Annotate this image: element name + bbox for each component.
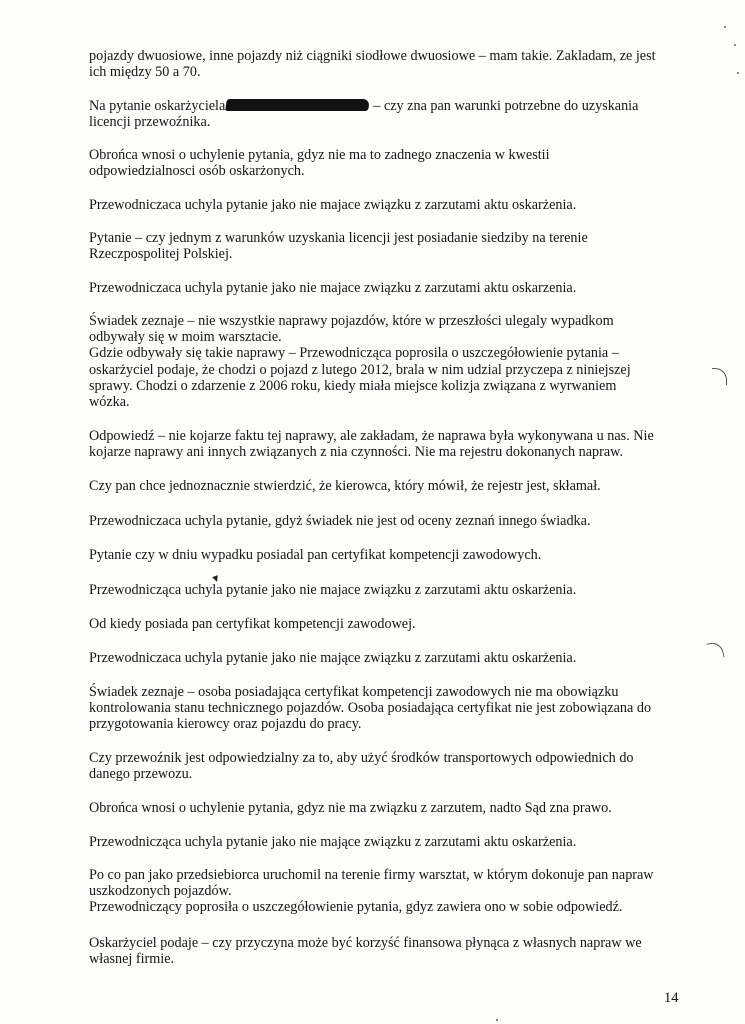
paragraph-19	[89, 867, 689, 916]
text-line: Obrońca wnosi o uchylenie pytania, gdyz nie ma to zadnego znaczenia w kwestii	[89, 147, 550, 163]
text-line: odpowiedzialnosci osób oskarżonych.	[89, 163, 305, 180]
redaction-mark	[225, 99, 370, 111]
text-line: Przewodnicząca uchyla pytanie jako nie mające związku z zarzutami aktu oskarżenia.	[89, 834, 577, 850]
paragraph-10	[89, 513, 689, 529]
text-line: własnej firmie.	[89, 951, 175, 968]
text-line: Po co pan jako przedsiebiorca uruchomil na terenie firmy warsztat, w którym dokonuje pan napraw	[89, 867, 654, 883]
text-line: odbywały się w moim warsztacie.	[89, 329, 282, 346]
text-line: Świadek zeznaje – nie wszystkie naprawy pojazdów, które w przeszłości ulegaly wypadkom	[89, 313, 614, 329]
paragraph-18	[89, 834, 689, 850]
scan-speck	[734, 44, 736, 46]
text-line: danego przewozu.	[89, 766, 193, 783]
text-line: Gdzie odbywały się takie naprawy – Przewodnicząca poprosila o uszczegółowienie pytania –	[89, 345, 619, 362]
text-line: Świadek zeznaje – osoba posiadająca certyfikat kompetencji zawodowych nie ma obowiązku	[89, 684, 619, 700]
text-line: Przewodniczący poprosiła o uszczegółowienie pytania, gdyz zawiera ono w sobie odpowiedź.	[89, 899, 623, 916]
text-line: Przewodniczaca uchyla pytanie jako nie majace związku z zarzutami aktu oskarżenia.	[89, 197, 577, 213]
page-number: 14	[664, 990, 679, 1006]
paragraph-14	[89, 650, 689, 666]
text-line: Rzeczpospolitej Polskiej.	[89, 246, 233, 263]
text-line: Pytanie – czy jednym z warunków uzyskania licencji jest posiadanie siedziby na terenie	[89, 230, 588, 246]
text-segment: Na pytanie oskarżyciela	[89, 98, 226, 114]
paragraph-17	[89, 800, 689, 816]
paragraph-3	[89, 147, 689, 179]
text-line: sprawy. Chodzi o zdarzenie z 2006 roku, kiedy miała miejsce kolizja związana z wyrwaniem	[89, 377, 617, 394]
text-line: pojazdy dwuosiowe, inne pojazdy niż ciągniki siodłowe dwuosiowe – mam takie. Zakladam, ze jest	[89, 48, 656, 64]
margin-mark	[706, 641, 724, 661]
margin-mark	[712, 368, 727, 385]
text-line: kontrolowania stanu technicznego pojazdów. Osoba posiadająca certyfikat nie jest zobowiązana do	[89, 700, 652, 717]
paragraph-5	[89, 230, 689, 262]
text-line: Pytanie czy w dniu wypadku posiadal pan certyfikat kompetencji zawodowych.	[89, 547, 542, 563]
text-line: Od kiedy posiada pan certyfikat kompetencji zawodowej.	[89, 616, 416, 632]
text-line: kojarze naprawy ani innych związanych z nia czynności. Nie ma rejestru dokonanych napraw.	[89, 444, 624, 461]
paragraph-7	[89, 313, 689, 410]
paragraph-1	[89, 48, 689, 80]
text-line	[89, 98, 689, 114]
paragraph-16	[89, 750, 689, 782]
text-line: ich między 50 a 70.	[89, 64, 201, 81]
paragraph-13	[89, 616, 689, 632]
text-line: Przewodniczaca uchyla pytanie, gdyż świadek nie jest od oceny zeznań innego świadka.	[89, 513, 591, 529]
text-line: Czy przewoźnik jest odpowiedzialny za to, aby użyć środków transportowych odpowiednich do	[89, 750, 634, 766]
paragraph-12	[89, 582, 689, 598]
paragraph-15	[89, 684, 689, 733]
scan-speck	[496, 1019, 498, 1021]
text-line: oskarżyciel podaje, że chodzi o pojazd z lutego 2012, brala w nim udzial przyczepa z niniejszej	[89, 361, 631, 378]
paragraph-8	[89, 428, 689, 460]
paragraph-2	[89, 98, 689, 130]
text-line: uszkodzonych pojazdów.	[89, 883, 232, 900]
text-line: Czy pan chce jednoznacznie stwierdzić, że kierowca, który mówił, że rejestr jest, skłamał.	[89, 478, 601, 494]
text-line: Obrońca wnosi o uchylenie pytania, gdyz nie ma związku z zarzutem, nadto Sąd zna prawo.	[89, 800, 612, 816]
scan-speck	[724, 26, 726, 28]
text-line: Przewodniczaca uchyla pytanie jako nie majace związku z zarzutami aktu oskarzenia.	[89, 280, 577, 296]
text-line: Przewodnicząca uchyla pytanie jako nie majace związku z zarzutami aktu oskarżenia.	[89, 582, 577, 598]
paragraph-6	[89, 280, 689, 296]
text-line: licencji przewoźnika.	[89, 114, 211, 131]
text-line: Odpowiedź – nie kojarze faktu tej naprawy, ale zakładam, że naprawa była wykonywana u nas. Nie	[89, 428, 654, 444]
paragraph-9	[89, 478, 689, 494]
scan-speck	[737, 72, 739, 74]
text-segment: – czy zna pan warunki potrzebne do uzyskania	[373, 98, 639, 114]
paragraph-11	[89, 547, 689, 563]
text-line: Oskarżyciel podaje – czy przyczyna może być korzyść finansowa płynąca z własnych napraw we	[89, 935, 642, 951]
text-line: Przewodniczaca uchyla pytanie jako nie mające związku z zarzutami aktu oskarżenia.	[89, 650, 577, 666]
paragraph-20	[89, 935, 689, 967]
text-line: przygotowania kierowcy oraz pojazdu do pracy.	[89, 716, 362, 733]
text-line: wózka.	[89, 394, 130, 411]
paragraph-4	[89, 197, 689, 213]
